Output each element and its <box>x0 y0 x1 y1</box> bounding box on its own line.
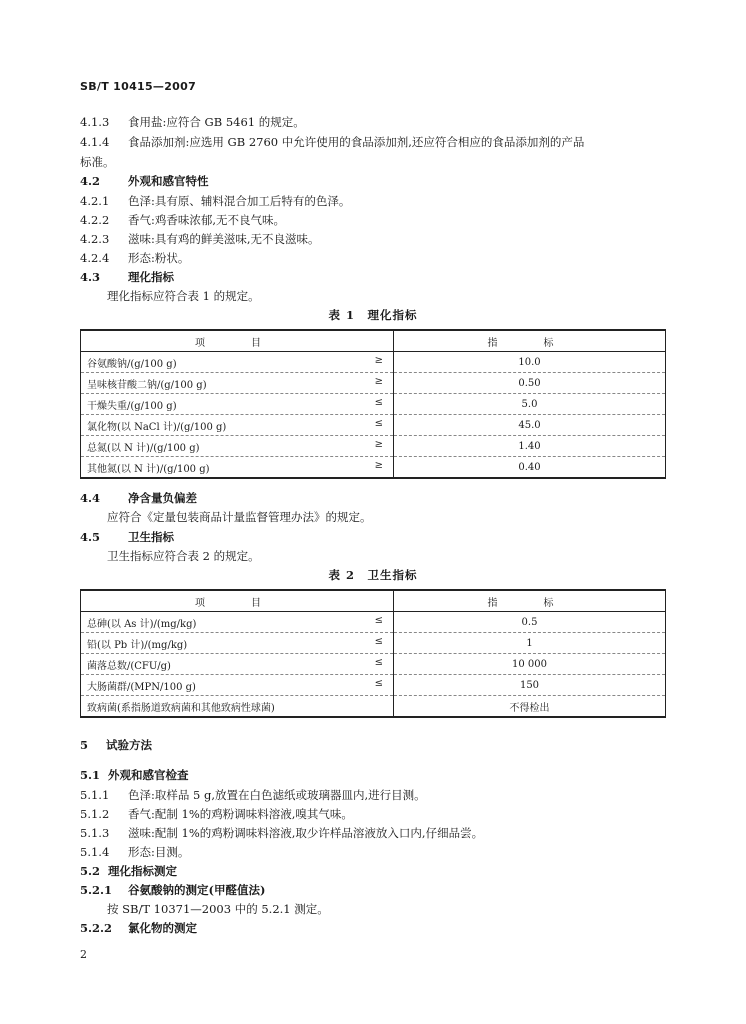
page-number: 2 <box>80 948 87 961</box>
row-value: 0.50 <box>394 373 666 394</box>
table-1-caption: 表 1 理化指标 <box>328 308 418 322</box>
clause-5-1-3: 5.1.3 滋味:配制 1%的鸡粉调味料溶液,取少许样品溶液放入口内,仔细品尝。 <box>80 826 484 840</box>
table-row <box>81 394 666 415</box>
section-4-4-heading: 4.4 净含量负偏差 <box>80 491 197 505</box>
table-row <box>81 675 666 696</box>
section-4-4-text: 应符合《定量包装商品计量监督管理办法》的规定。 <box>107 510 372 524</box>
table-1 <box>80 329 666 479</box>
clause-4-1-4: 4.1.4 食品添加剂:应选用 GB 2760 中允许使用的食品添加剂,还应符合相应的食品添加剂的产品 <box>80 135 585 149</box>
row-operator: ≤ <box>374 678 383 689</box>
row-operator: ≤ <box>374 657 383 668</box>
section-4-5-heading: 4.5 卫生指标 <box>80 530 174 544</box>
row-value: 0.40 <box>394 457 666 479</box>
row-value: 10 000 <box>394 654 666 675</box>
table-1-header-value: 指 标 <box>394 330 666 352</box>
clause-5-1-4: 5.1.4 形态:目测。 <box>80 845 190 859</box>
row-value: 0.5 <box>394 612 666 633</box>
row-item: 呈味核苷酸二钠/(g/100 g) <box>87 379 207 391</box>
row-value: 不得检出 <box>394 696 666 718</box>
clause-4-1-3: 4.1.3 食用盐:应符合 GB 5461 的规定。 <box>80 115 305 129</box>
row-operator: ≤ <box>374 397 383 408</box>
row-item: 总氮(以 N 计)/(g/100 g) <box>87 442 200 454</box>
section-5-2-heading: 5.2 理化指标测定 <box>80 864 177 878</box>
row-operator: ≥ <box>374 355 383 366</box>
row-operator: ≥ <box>374 460 383 471</box>
clause-5-1-2: 5.1.2 香气:配制 1%的鸡粉调味料溶液,嗅其气味。 <box>80 807 353 821</box>
table-2-caption: 表 2 卫生指标 <box>328 568 418 582</box>
table-row <box>81 436 666 457</box>
row-operator: ≥ <box>374 439 383 450</box>
section-4-3-text: 理化指标应符合表 1 的规定。 <box>107 289 260 303</box>
table-row <box>81 696 666 718</box>
table-row <box>81 612 666 633</box>
clause-4-2-2: 4.2.2 香气:鸡香味浓郁,无不良气味。 <box>80 213 286 227</box>
row-value: 5.0 <box>394 394 666 415</box>
clause-4-2-3: 4.2.3 滋味:具有鸡的鲜美滋味,无不良滋味。 <box>80 232 320 246</box>
row-operator: ≥ <box>374 376 383 387</box>
clause-4-2-4: 4.2.4 形态:粉状。 <box>80 251 190 265</box>
section-5-heading: 5 试验方法 <box>80 738 152 752</box>
section-4-3-heading: 4.3 理化指标 <box>80 270 174 284</box>
row-item: 菌落总数/(CFU/g) <box>87 660 171 672</box>
section-4-2-heading: 4.2 外观和感官特性 <box>80 174 209 188</box>
clause-5-2-2-heading: 5.2.2 氯化物的测定 <box>80 921 197 935</box>
row-item: 总砷(以 As 计)/(mg/kg) <box>87 618 197 630</box>
row-item: 干燥失重/(g/100 g) <box>87 400 177 412</box>
row-value: 150 <box>394 675 666 696</box>
clause-4-2-1: 4.2.1 色泽:具有原、辅料混合加工后特有的色泽。 <box>80 194 351 208</box>
row-item: 大肠菌群/(MPN/100 g) <box>87 681 196 693</box>
row-item: 谷氨酸钠/(g/100 g) <box>87 358 177 370</box>
row-item: 其他氮(以 N 计)/(g/100 g) <box>87 463 210 475</box>
table-row <box>81 633 666 654</box>
section-4-5-text: 卫生指标应符合表 2 的规定。 <box>107 549 260 563</box>
clause-5-2-1-heading: 5.2.1 谷氨酸钠的测定(甲醛值法) <box>80 883 266 897</box>
table-1-header-item: 项 目 <box>81 330 394 352</box>
table-row <box>81 373 666 394</box>
row-operator: ≤ <box>374 615 383 626</box>
table-row <box>81 654 666 675</box>
row-operator: ≤ <box>374 418 383 429</box>
standard-id: SB/T 10415—2007 <box>80 80 197 93</box>
row-item: 致病菌(系指肠道致病菌和其他致病性球菌) <box>87 702 275 714</box>
clause-5-1-1: 5.1.1 色泽:取样品 5 g,放置在白色滤纸或玻璃器皿内,进行目测。 <box>80 788 426 802</box>
table-row <box>81 457 666 479</box>
table-row <box>81 352 666 373</box>
row-value: 45.0 <box>394 415 666 436</box>
table-2-header-item: 项 目 <box>81 590 394 612</box>
row-item: 氯化物(以 NaCl 计)/(g/100 g) <box>87 421 227 433</box>
table-2-header-value: 指 标 <box>394 590 666 612</box>
table-2 <box>80 589 666 718</box>
row-item: 铅(以 Pb 计)/(mg/kg) <box>87 639 188 651</box>
row-value: 10.0 <box>394 352 666 373</box>
clause-4-1-4-continued: 标准。 <box>80 155 115 169</box>
row-value: 1 <box>394 633 666 654</box>
section-5-1-heading: 5.1 外观和感官检查 <box>80 768 189 782</box>
row-operator: ≤ <box>374 636 383 647</box>
clause-5-2-1-text: 按 SB/T 10371—2003 中的 5.2.1 测定。 <box>107 902 329 916</box>
row-value: 1.40 <box>394 436 666 457</box>
table-row <box>81 415 666 436</box>
